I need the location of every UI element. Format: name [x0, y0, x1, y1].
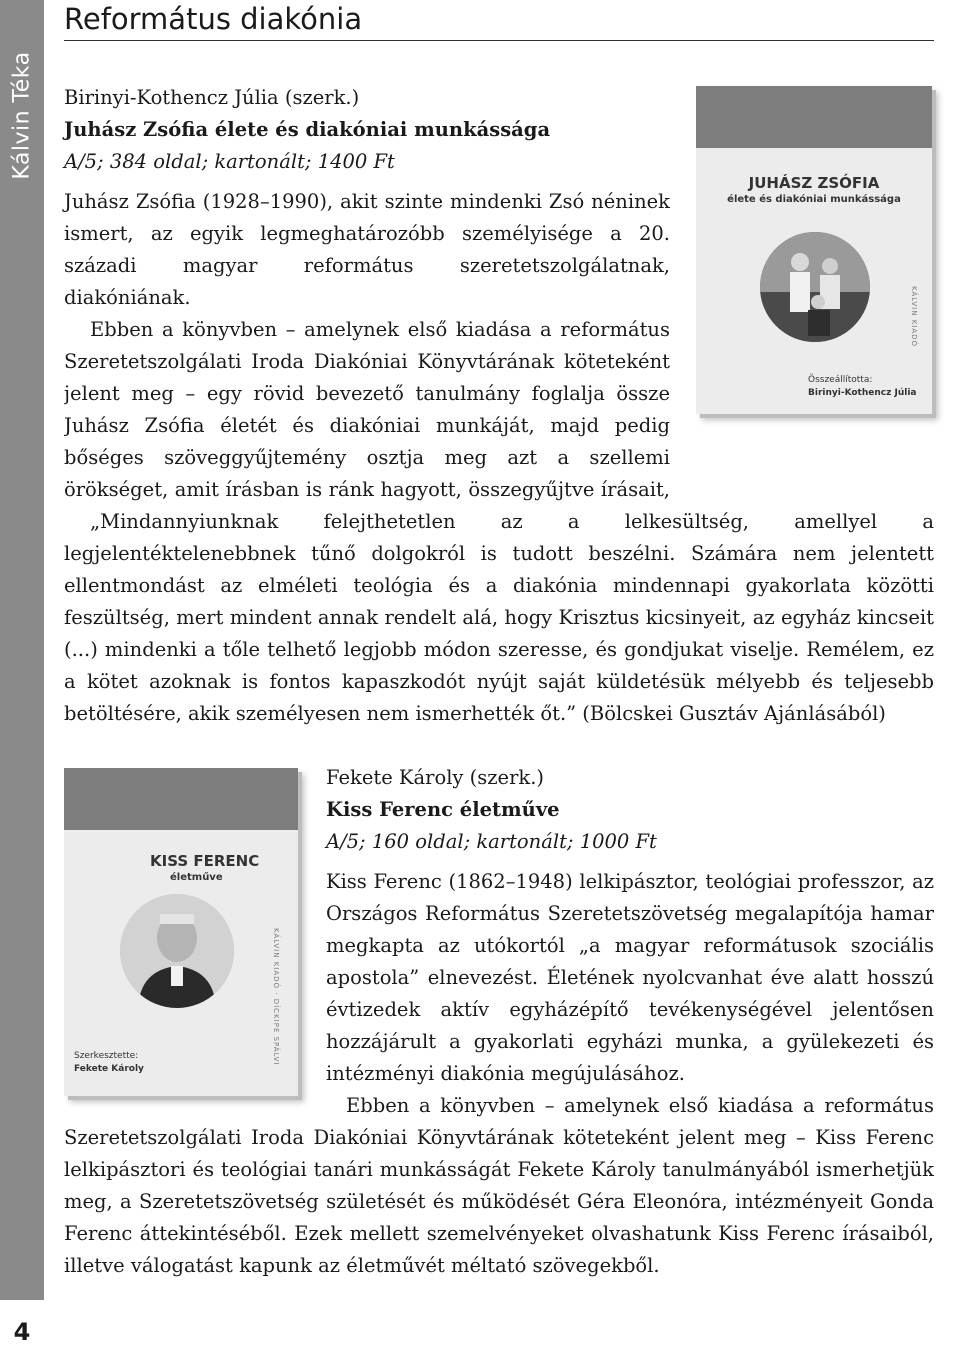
- book1-header: [64, 82, 670, 178]
- book2-cover-photo: [120, 894, 234, 1008]
- book2-paragraph-2: Ebben a könyvben – amelynek első kiadása a református Szeretetszolgálati Iroda Diakóniai Könyvtárának köteteként jelent meg – Kiss Ferenc lelkipásztori és teológiai tanári munkásságát Fekete Károly tanulmányából ismerhetjük meg, a Szeretetszövetség születését és működését Géra Eleonóra, intézményeit Gonda Ferenc áttekintéséből. Ezek mellett szemelvényeket olvashatunk Kiss Ferenc írásaiból, illetve válogatást kapunk az életművét méltató szövegekből.: [64, 1094, 934, 1277]
- sidebar-label-text: Kálvin Téka: [9, 50, 35, 180]
- sidebar-label: [4, 40, 40, 190]
- book2-cover-editor-name: Fekete Károly: [74, 1064, 144, 1074]
- book2-cover-band: [64, 768, 298, 830]
- page-title: Református diakónia: [64, 2, 363, 36]
- book1-cover-band: [696, 86, 932, 148]
- book2-text-block: [326, 866, 934, 1090]
- page-number: 4: [13, 1318, 31, 1346]
- book2-cover-subtitle: életműve: [170, 872, 223, 883]
- book1-text-block: [64, 186, 670, 314]
- book1-cover-editor-name: Birinyi-Kothencz Júlia: [808, 388, 917, 398]
- book2-paragraph-1: Kiss Ferenc (1862–1948) lelkipásztor, teológiai professzor, az Országos Református Szeretetszövetség megalapítója hamar megkapta az utókortól „a magyar reformátusok szociális apostola” elnevezést. Életének nyolcvanhat éve alatt hosszú évtizedek aktív egyházépítő tevékenységével jelentősen hozzájárult a gyakorlati egyházi munka, a gyülekezeti és intézményi diakónia megújulásához.: [326, 870, 934, 1085]
- book1-editor: Birinyi-Kothencz Júlia (szerk.): [64, 86, 360, 109]
- book1-cover: [696, 86, 932, 414]
- book1-cover-spine: KÁLVIN KIADÓ: [910, 286, 918, 348]
- book2-header: [326, 762, 934, 858]
- book2-cover-title: KISS FERENC: [150, 852, 260, 870]
- book1-paragraph-2-narrow: [64, 314, 670, 442]
- book1-paragraph-3: „Mindannyiunknak felejthetetlen az a lelkesültség, amellyel a legjelentéktelenebbnek tűnő dolgokról is tudott beszélni. Számára nem jelentett ellentmondást az elméleti teológia és a diakónia mindennapi gyakorlata közötti feszültség, mert mindent annak rendelt alá, hogy Krisztus kicsinyeit, az egyház kincseit (...) mindenki a tőle telhető legjobb módon szeresse, és gondjukat viselje. Remélem, ez a kötet azoknak is fontos kapaszkodót nyújt saját küldetésük mélyebb és teljesebb betöltésére, akik személyesen nem ismerhették őt.” (Bölcskei Gusztáv Ajánlásából): [64, 510, 934, 725]
- book1-cover-editor-label: Összeállította:: [808, 375, 873, 385]
- book1-meta: A/5; 384 oldal; kartonált; 1400 Ft: [64, 150, 395, 173]
- book2-meta: A/5; 160 oldal; kartonált; 1000 Ft: [326, 830, 657, 853]
- book1-photo-figures: [760, 232, 870, 342]
- book1-paragraph-2-wide: [64, 442, 934, 506]
- book1-paragraph-2-cont: bőséges szöveggyűjtemény osztja meg azt a szellemi örökséget, amit írásban is ránk hagyott, összegyűjtve írásait,: [64, 446, 670, 501]
- book1-cover-photo: [760, 232, 870, 342]
- book2-editor: Fekete Károly (szerk.): [326, 766, 545, 789]
- book1-cover-editor: [808, 374, 917, 400]
- book2-cover-editor-label: Szerkesztette:: [74, 1051, 139, 1061]
- book2-cover: [64, 768, 298, 1096]
- book1-title: Juhász Zsófia élete és diakóniai munkássága: [64, 118, 551, 141]
- book1-cover-title: JUHÁSZ ZSÓFIA: [748, 174, 880, 192]
- book1-paragraph-2: Ebben a könyvben – amelynek első kiadása a református Szeretetszolgálati Iroda Diakóniai Könyvtárának köteteként jelent meg – egy rövid bevezető tanulmány foglalja össze Juhász Zsófia életét és diakóniai munkáját, majd pedig: [64, 318, 670, 437]
- book2-cover-spine: KÁLVIN KIADÓ · DÍCKIPE SPÁLVI: [272, 928, 280, 1066]
- book2-cover-editor: [74, 1050, 144, 1076]
- book1-quote-block: [64, 506, 934, 730]
- book1-cover-subtitle: élete és diakóniai munkássága: [727, 194, 901, 205]
- book2-title: Kiss Ferenc életműve: [326, 798, 560, 821]
- header-divider: [64, 40, 934, 41]
- book2-photo-figure: [120, 894, 234, 1008]
- book1-paragraph-1: Juhász Zsófia (1928–1990), akit szinte mindenki Zsó néninek ismert, az egyik legmeghatározóbb személyisége a 20. századi magyar református szeretetszolgálatnak, diakóniának.: [64, 190, 670, 309]
- sidebar-strip: [0, 0, 44, 1300]
- book2-text-block-wide: [64, 1090, 934, 1282]
